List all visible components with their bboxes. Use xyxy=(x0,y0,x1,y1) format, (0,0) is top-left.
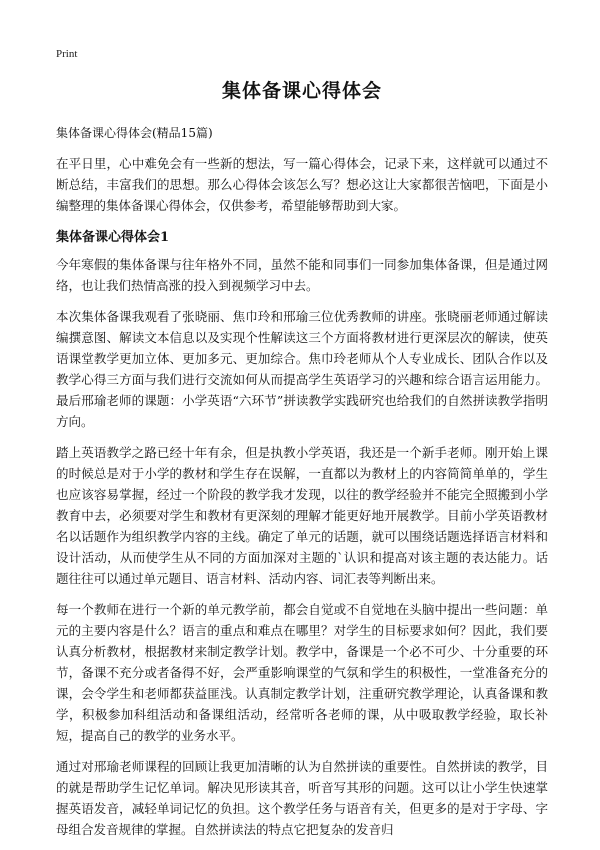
page-title: 集体备课心得体会 xyxy=(221,80,382,102)
print-link[interactable]: Print xyxy=(56,48,78,60)
intro-paragraph: 在平日里，心中难免会有一些新的想法，写一篇心得体会，记录下来，这样就可以通过不断总结，丰富我们的思想。那么心得体会该怎么写？想必这让大家都很苦恼吧，下面是小编整理的集体备课心得体会，仅供参考，希望能够帮助到大家。 xyxy=(56,156,548,213)
body-paragraph: 通过对邢瑜老师课程的回顾让我更加清晰的认为自然拼读的重要性。自然拼读的教学，目的就是帮助学生记忆单词。解决见形读其音，听音写其形的问题。这可以让小学生快速掌握英语发音，减轻单词记忆的负担。这个教学任务与语音有关，但更多的是对于字母、字母组合发音规律的掌握。自然拼读法的特点它把复杂的发音归 xyxy=(56,759,548,837)
body-paragraph: 踏上英语教学之路已经十年有余，但是执教小学英语，我还是一个新手老师。刚开始上课的时候总是对于小学的教材和学生存在误解，一直都以为教材上的内容简简单单的，学生也应该容易掌握，经过一个阶段的教学我才发现，以往的教学经验并不能完全照搬到小学教育中去，必须要对学生和教材有更深刻的理解才能更好地开展教学。目前小学英语教材名以话题作为组织教学内容的主线。确定了单元的话题，就可以围绕话题选择语言材料和设计活动，从而使学生从不同的方面加深对主题的`认识和提高对该主题的表达能力。话题往往可以通过单元题目、语言材料、活动内容、词汇表等判断出来。 xyxy=(56,445,548,586)
body-paragraph: 本次集体备课我观看了张晓丽、焦巾玲和邢瑜三位优秀教师的讲座。张晓丽老师通过解读编撰意图、解读文本信息以及实现个性解读这三个方面将教材进行更深层次的解读，使英语课堂教学更加立体、更加多元、更加综合。焦巾玲老师从个人专业成长、团队合作以及教学心得三方面与我们进行交流如何从而提高学生英语学习的兴趣和综合语言运用能力。最后邢瑜老师的课题：小学英语“六环节”拼读教学实践研究也给我们的自然拼读教学指明方向。 xyxy=(56,309,548,429)
body-paragraph: 今年寒假的集体备课与往年格外不同，虽然不能和同事们一同参加集体备课，但是通过网络，也让我们热情高涨的投入到视频学习中去。 xyxy=(56,257,548,293)
document-subtitle: 集体备课心得体会(精品15篇) xyxy=(56,126,213,140)
document-page xyxy=(56,76,548,850)
section-heading: 集体备课心得体会1 xyxy=(56,230,170,245)
body-paragraph: 每一个教师在进行一个新的单元教学前，都会自觉或不自觉地在头脑中提出一些问题：单元的主要内容是什么？语言的重点和难点在哪里？对学生的目标要求如何？因此，我们要认真分析教材，根据教材来制定教学计划。教学中，备课是一个必不可少、十分重要的环节，备课不充分或者备得不好，会严重影响课堂的气氛和学生的积极性，一堂准备充分的课，会令学生和老师都获益匪浅。认真制定教学计划，注重研究教学理论，认真备课和教学，积极参加科组活动和备课组活动，经常听各老师的课，从中吸取教学经验，取长补短，提高自己的教学的业务水平。 xyxy=(56,602,548,743)
